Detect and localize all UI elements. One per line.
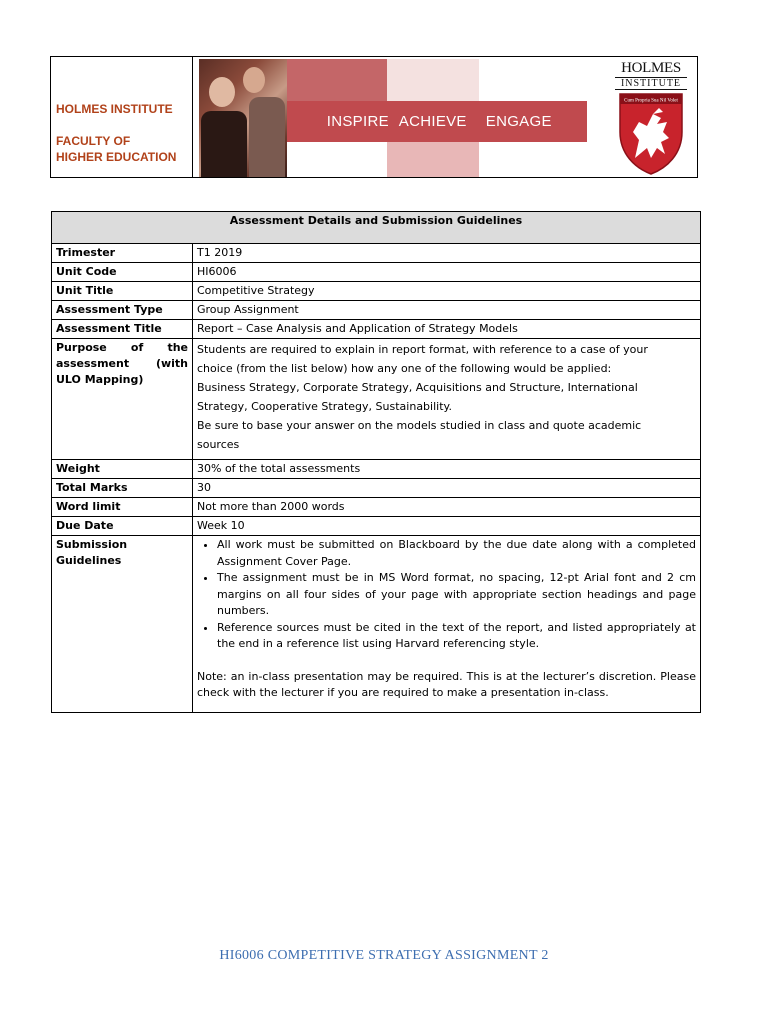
logo-sub: INSTITUTE [615, 77, 687, 90]
purpose-line: sources [197, 438, 240, 451]
institute-name: HOLMES INSTITUTE [56, 102, 173, 116]
purpose-row [52, 339, 701, 460]
purpose-label: Purpose of the assessment (with ULO Mapping) [52, 339, 193, 460]
row-label: Unit Title [52, 282, 193, 301]
guideline-item: • All work must be submitted on Blackboard by the due date along with a completed Assignment Cover Page. [217, 537, 696, 570]
guideline-item: • Reference sources must be cited in the text of the report, and listed appropriately at the end in a reference list using Harvard referencing style. [217, 620, 696, 653]
table-row [52, 479, 701, 498]
purpose-line: choice (from the list below) how any one of the following would be applied: [197, 362, 612, 375]
table-title: Assessment Details and Submission Guidelines [52, 212, 701, 244]
row-value: 30 [193, 479, 701, 498]
purpose-line: Business Strategy, Corporate Strategy, Acquisitions and Structure, International [197, 381, 638, 394]
table-row [52, 517, 701, 536]
svg-text:Cum Propria Sua Nil Volet: Cum Propria Sua Nil Volet [624, 98, 678, 104]
table-row [52, 320, 701, 339]
row-label: Due Date [52, 517, 193, 536]
page-footer: HI6006 COMPETITIVE STRATEGY ASSIGNMENT 2 [219, 948, 549, 963]
table-row [52, 460, 701, 479]
tagline-achieve: ACHIEVE [398, 113, 467, 130]
tagline-engage: ENGAGE [485, 113, 552, 130]
row-label: Trimester [52, 244, 193, 263]
banner [193, 57, 697, 177]
guidelines-list [197, 537, 696, 653]
faculty-line-1: FACULTY OF [56, 134, 131, 148]
row-value: Week 10 [193, 517, 701, 536]
row-value: Group Assignment [193, 301, 701, 320]
row-label: Assessment Title [52, 320, 193, 339]
row-label: Weight [52, 460, 193, 479]
submission-value [193, 536, 701, 713]
logo-name: HOLMES [621, 60, 681, 76]
tagline-inspire: INSPIRE [326, 113, 389, 130]
institute-block [51, 57, 193, 177]
purpose-value [193, 339, 701, 460]
table-row [52, 301, 701, 320]
row-value: HI6006 [193, 263, 701, 282]
header-box [50, 56, 698, 178]
griffin-shield-icon [617, 92, 685, 176]
presentation-note: Note: an in-class presentation may be required. This is at the lecturer’s discretion. Please check with the lecturer if you are required to make a presentation in-class. [197, 669, 696, 699]
students-photo [199, 59, 287, 177]
row-label: Total Marks [52, 479, 193, 498]
table-row [52, 498, 701, 517]
faculty-line-2: HIGHER EDUCATION [56, 150, 177, 164]
row-label: Assessment Type [52, 301, 193, 320]
guideline-item: • The assignment must be in MS Word format, no spacing, 12-pt Arial font and 2 cm margins on all four sides of your page with appropriate section headings and page numbers. [217, 570, 696, 620]
purpose-line: Students are required to explain in report format, with reference to a case of your [197, 343, 648, 356]
row-label: Unit Code [52, 263, 193, 282]
assessment-details-table [51, 211, 701, 713]
purpose-line: Strategy, Cooperative Strategy, Sustainability. [197, 400, 452, 413]
table-row [52, 263, 701, 282]
row-value: Competitive Strategy [193, 282, 701, 301]
row-label: Word limit [52, 498, 193, 517]
row-value: Not more than 2000 words [193, 498, 701, 517]
row-value: T1 2019 [193, 244, 701, 263]
table-row [52, 244, 701, 263]
row-value: Report – Case Analysis and Application of Strategy Models [193, 320, 701, 339]
purpose-line: Be sure to base your answer on the models studied in class and quote academic [197, 419, 642, 432]
submission-row [52, 536, 701, 713]
row-value: 30% of the total assessments [193, 460, 701, 479]
holmes-logo [611, 61, 691, 175]
submission-label: Submission Guidelines [52, 536, 193, 713]
table-row [52, 282, 701, 301]
